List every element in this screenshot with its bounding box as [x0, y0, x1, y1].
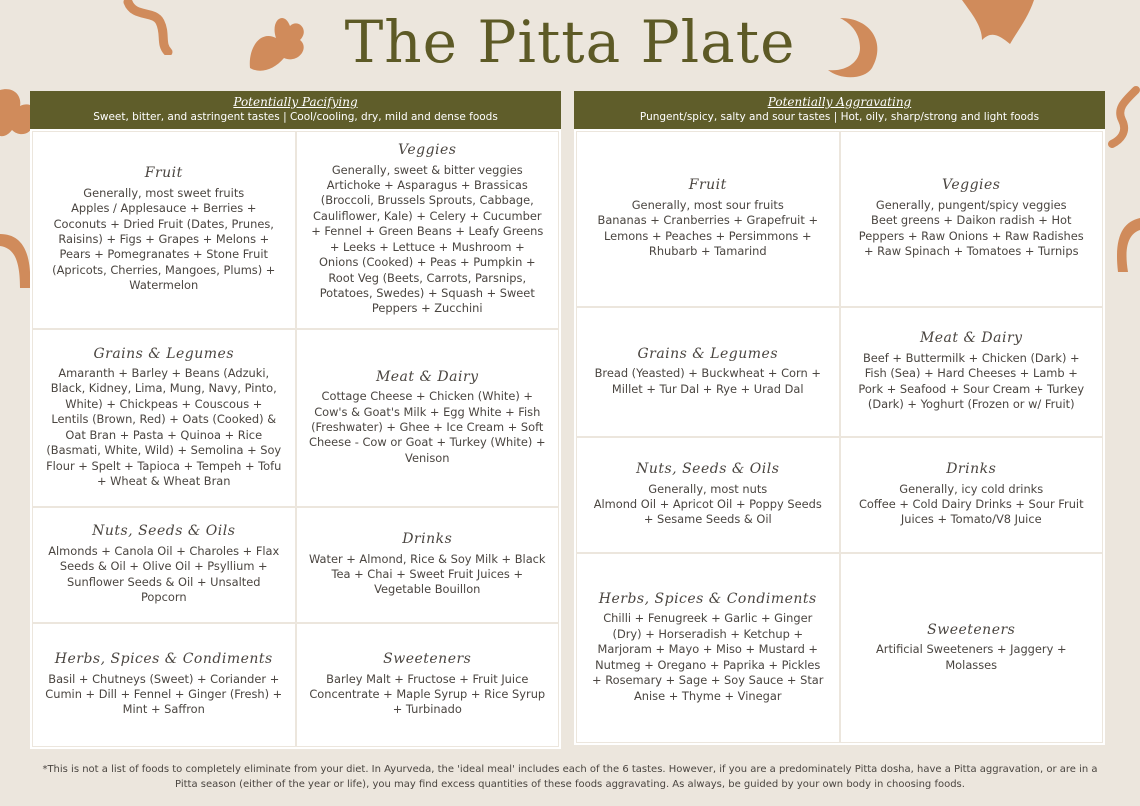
- aggravating-panel: [574, 91, 1105, 745]
- aggravating-banner: [574, 91, 1105, 129]
- pacifying-herbs-cell: [32, 623, 296, 747]
- pacifying-banner: [30, 91, 561, 129]
- cell-heading: Herbs, Spices & Condiments: [598, 591, 817, 608]
- aggravating-drinks-cell: [840, 437, 1104, 553]
- pacifying-veggies-cell: [296, 131, 560, 329]
- pacifying-sweeteners-cell: [296, 623, 560, 747]
- cell-heading: Fruit: [144, 165, 183, 182]
- footnote: *This is not a list of foods to completely eliminate from your diet. In Ayurveda, the 'ideal meal' includes each of the 6 tastes. However, if you are a predominately Pitta dosha, have a Pitta aggravation, or are in a Pitta season (either of the year or life), you may find excess quantities of these foods aggravating. As always, be guided by your own body in choosing foods.: [42, 764, 1098, 790]
- pacifying-banner-subtitle: Sweet, bitter, and astringent tastes | Cool/cooling, dry, mild and dense foods: [93, 111, 498, 123]
- cell-subheading: Generally, icy cold drinks: [899, 481, 1044, 496]
- squiggle-decoration-right: [1106, 86, 1140, 148]
- aggravating-sweeteners-cell: [840, 553, 1104, 743]
- cell-body: Artificial Sweeteners + Jaggery + Molasses: [875, 642, 1067, 672]
- pacifying-meat-dairy-cell: [296, 329, 560, 507]
- pacifying-panel: [30, 91, 561, 749]
- aggravating-grains-cell: [576, 307, 840, 437]
- cell-body: Almonds + Canola Oil + Charoles + Flax Seeds & Oil + Olive Oil + Psyllium + Sunflower Seeds & Oil + Unsalted Popcorn: [48, 543, 280, 605]
- cell-body: Beef + Buttermilk + Chicken (Dark) + Fish (Sea) + Hard Cheeses + Lamb + Pork + Seafood + Sour Cream + Turkey (Dark) + Yoghurt (Frozen or w/ Fruit): [858, 350, 1085, 412]
- aggravating-banner-title: Potentially Aggravating: [767, 95, 912, 109]
- aggravating-nuts-cell: [576, 437, 840, 553]
- cell-subheading: Generally, sweet & bitter veggies: [331, 162, 523, 177]
- cell-body: Basil + Chutneys (Sweet) + Coriander + Cumin + Dill + Fennel + Ginger (Fresh) + Mint + Saffron: [45, 671, 283, 717]
- pacifying-fruit-cell: [32, 131, 296, 329]
- cell-body: Bread (Yeasted) + Buckwheat + Corn + Millet + Tur Dal + Rye + Urad Dal: [594, 366, 821, 396]
- pacifying-nuts-cell: [32, 507, 296, 623]
- cell-subheading: Generally, pungent/spicy veggies: [875, 197, 1067, 212]
- page-title: The Pitta Plate: [344, 8, 796, 76]
- cell-heading: Veggies: [398, 142, 457, 159]
- cell-body: Beet greens + Daikon radish + Hot Peppers + Raw Onions + Raw Radishes + Raw Spinach + Tomatoes + Turnips: [858, 213, 1084, 259]
- cell-body: Apples / Applesauce + Berries + Coconuts + Dried Fruit (Dates, Prunes, Raisins) + Figs + Grapes + Melons + Pears + Pomegranates + Stone Fruit (Apricots, Cherries, Mangoes, Plums) + Watermelon: [52, 201, 276, 293]
- aggravating-veggies-cell: [840, 131, 1104, 307]
- cell-body: Coffee + Cold Dairy Drinks + Sour Fruit Juices + Tomato/V8 Juice: [858, 497, 1084, 527]
- cell-body: Water + Almond, Rice & Soy Milk + Black Tea + Chai + Sweet Fruit Juices + Vegetable Bouillon: [308, 551, 546, 597]
- cell-heading: Drinks: [946, 461, 997, 478]
- cell-subheading: Generally, most sweet fruits: [83, 185, 245, 200]
- aggravating-herbs-cell: [576, 553, 840, 743]
- cell-heading: Grains & Legumes: [93, 345, 235, 362]
- cell-body: Artichoke + Asparagus + Brassicas (Broccoli, Brussels Sprouts, Cabbage, Cauliflower, Kale) + Celery + Cucumber + Fennel + Green Beans + Leafy Greens + Leeks + Lettuce + Mushroom + Onions (Cooked) + Peas + Pumpkin + Root Veg (Beets, Carrots, Parsnips, Potatoes, Swedes) + Squash + Sweet Peppers + Zucchini: [311, 178, 544, 316]
- pacifying-food-grid: [30, 129, 561, 749]
- cell-body: Amaranth + Barley + Beans (Adzuki, Black, Kidney, Lima, Mung, Navy, Pinto, White) + Chickpeas + Couscous + Lentils (Brown, Red) + Oats (Cooked) & Oat Bran + Pasta + Quinoa + Rice (Basmati, White, Wild) + Semolina + Soy Flour + Spelt + Tapioca + Tempeh + Tofu + Wheat & Wheat Bran: [46, 366, 282, 488]
- cell-heading: Fruit: [688, 177, 727, 194]
- arch-decoration-left: [0, 230, 32, 290]
- aggravating-banner-subtitle: Pungent/spicy, salty and sour tastes | Hot, oily, sharp/strong and light foods: [639, 111, 1040, 123]
- cell-subheading: Generally, most sour fruits: [631, 197, 784, 212]
- cell-body: Barley Malt + Fructose + Fruit Juice Concentrate + Maple Syrup + Rice Syrup + Turbinado: [309, 671, 546, 717]
- cell-heading: Meat & Dairy: [375, 368, 479, 385]
- cell-body: Almond Oil + Apricot Oil + Poppy Seeds + Sesame Seeds & Oil: [593, 497, 822, 527]
- cell-heading: Meat & Dairy: [919, 330, 1023, 347]
- cell-heading: Veggies: [942, 177, 1001, 194]
- cell-heading: Drinks: [402, 531, 453, 548]
- cell-body: Chilli + Fenugreek + Garlic + Ginger (Dry) + Horseradish + Ketchup + Marjoram + Mayo + Miso + Mustard + Nutmeg + Oregano + Paprika + Pickles + Rosemary + Sage + Soy Sauce + Star Anise + Thyme + Vinegar: [592, 611, 824, 703]
- cell-body: Cottage Cheese + Chicken (White) + Cow's & Goat's Milk + Egg White + Fish (Freshwater) + Ghee + Ice Cream + Soft Cheese - Cow or Goat + Turkey (White) + Venison: [308, 389, 546, 465]
- aggravating-meat-dairy-cell: [840, 307, 1104, 437]
- cell-heading: Herbs, Spices & Condiments: [54, 651, 273, 668]
- aggravating-food-grid: [574, 129, 1105, 745]
- cell-heading: Grains & Legumes: [637, 345, 779, 362]
- pacifying-grains-cell: [32, 329, 296, 507]
- cell-heading: Nuts, Seeds & Oils: [636, 461, 780, 478]
- cell-body: Bananas + Cranberries + Grapefruit + Lemons + Peaches + Persimmons + Rhubarb + Tamarind: [597, 213, 818, 259]
- arch-decoration-right: [1114, 218, 1140, 274]
- cell-heading: Sweeteners: [383, 651, 472, 668]
- cell-subheading: Generally, most nuts: [648, 481, 768, 496]
- aggravating-fruit-cell: [576, 131, 840, 307]
- pacifying-drinks-cell: [296, 507, 560, 623]
- cell-heading: Nuts, Seeds & Oils: [92, 523, 236, 540]
- cell-heading: Sweeteners: [927, 621, 1016, 638]
- pacifying-banner-title: Potentially Pacifying: [233, 95, 358, 109]
